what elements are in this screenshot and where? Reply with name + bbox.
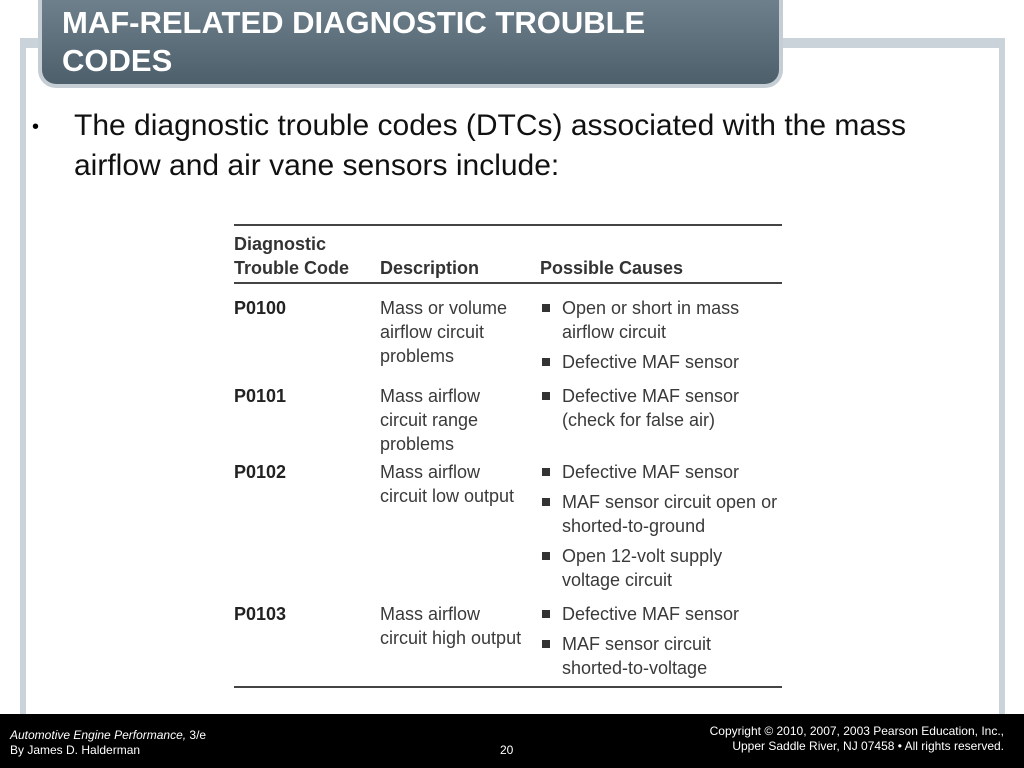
cause-item xyxy=(540,384,782,432)
title-banner xyxy=(38,0,783,88)
square-bullet-icon xyxy=(542,640,550,648)
header-description: Description xyxy=(380,258,480,278)
footer-copyright xyxy=(710,724,1004,754)
dtc-code: P0103 xyxy=(234,604,287,624)
footer xyxy=(0,714,1024,768)
copyright-line-2: Upper Saddle River, NJ 07458 • All rights reserved. xyxy=(732,739,1004,753)
square-bullet-icon xyxy=(542,498,550,506)
dtc-causes xyxy=(540,296,782,380)
cause-item xyxy=(540,544,782,592)
dtc-causes xyxy=(540,460,782,598)
dtc-description: Mass or volume airflow circuit problems xyxy=(380,298,508,366)
table-row xyxy=(234,456,782,598)
table-header xyxy=(234,226,782,284)
square-bullet-icon xyxy=(542,358,550,366)
dtc-description: Mass airflow circuit range problems xyxy=(380,386,481,454)
book-edition: 3/e xyxy=(186,728,207,742)
cause-text: Defective MAF sensor (check for false air) xyxy=(562,386,740,430)
header-causes: Possible Causes xyxy=(540,258,684,278)
cause-text: MAF sensor circuit shorted-to-voltage xyxy=(562,634,712,678)
frame-right-bar xyxy=(999,38,1005,714)
book-title: Automotive Engine Performance, xyxy=(10,728,187,742)
header-code: Diagnostic Trouble Code xyxy=(234,234,350,278)
frame-left-bar xyxy=(20,38,26,714)
dtc-description: Mass airflow circuit low output xyxy=(380,462,515,506)
page-title: MAF-RELATED DIAGNOSTIC TROUBLE CODES xyxy=(62,5,646,78)
dtc-code: P0100 xyxy=(234,298,287,318)
dtc-code: P0102 xyxy=(234,462,287,482)
square-bullet-icon xyxy=(542,468,550,476)
cause-item xyxy=(540,296,782,344)
square-bullet-icon xyxy=(542,610,550,618)
cause-text: Open or short in mass airflow circuit xyxy=(562,298,740,342)
table-row xyxy=(234,284,782,380)
cause-text: Defective MAF sensor xyxy=(562,352,740,372)
cause-text: Defective MAF sensor xyxy=(562,462,740,482)
square-bullet-icon xyxy=(542,552,550,560)
cause-item xyxy=(540,350,782,374)
cause-text: Defective MAF sensor xyxy=(562,604,740,624)
cause-item xyxy=(540,632,782,680)
dtc-table xyxy=(234,224,782,688)
page-number: 20 xyxy=(500,743,514,757)
footer-book-info xyxy=(10,728,206,758)
square-bullet-icon xyxy=(542,304,550,312)
cause-item xyxy=(540,602,782,626)
copyright-line-1: Copyright © 2010, 2007, 2003 Pearson Education, Inc., xyxy=(709,724,1004,738)
book-author: By James D. Halderman xyxy=(10,743,141,757)
dtc-description: Mass airflow circuit high output xyxy=(380,604,522,648)
dtc-code: P0101 xyxy=(234,386,287,406)
cause-item xyxy=(540,460,782,484)
table-body xyxy=(234,284,782,686)
bullet-marker: • xyxy=(32,116,40,138)
table-row xyxy=(234,380,782,456)
square-bullet-icon xyxy=(542,392,550,400)
table-row xyxy=(234,598,782,686)
cause-item xyxy=(540,490,782,538)
dtc-causes xyxy=(540,602,782,686)
bullet-text: The diagnostic trouble codes (DTCs) associated with the mass airflow and air vane sensors include: xyxy=(74,109,907,182)
cause-text: Open 12-volt supply voltage circuit xyxy=(562,546,723,590)
dtc-causes xyxy=(540,384,782,438)
cause-text: MAF sensor circuit open or shorted-to-ground xyxy=(562,492,778,536)
